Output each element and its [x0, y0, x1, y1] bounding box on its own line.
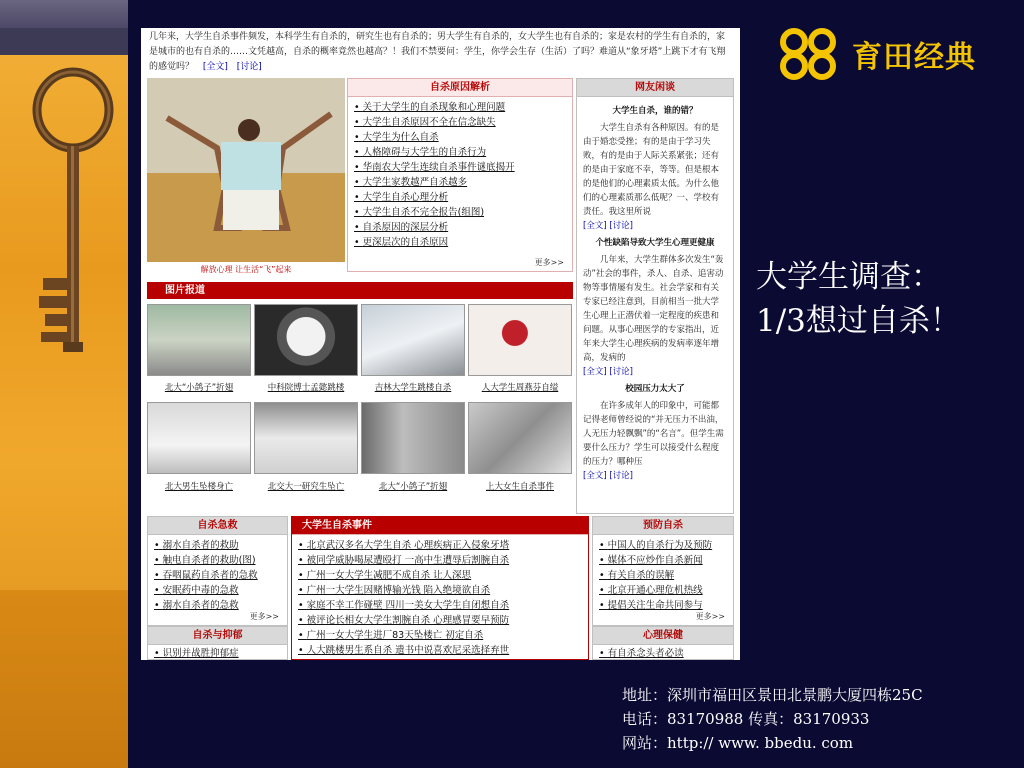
article-links	[583, 219, 727, 233]
contact-phone: 电话：83170988 传真：83170933	[622, 710, 870, 728]
rescue-item[interactable]: • 吞咽鼠药自杀者的急救	[154, 568, 281, 583]
rescue-list	[148, 535, 287, 616]
events-item[interactable]: • 广州一女大学生进厂83天坠楼亡 初定自杀	[298, 628, 582, 643]
fulltext-link[interactable]: [全文]	[583, 367, 607, 377]
photo-caption[interactable]: 吉林大学生跳楼自杀	[374, 383, 452, 393]
rescue-box	[147, 516, 288, 626]
reasons-more-link[interactable]: 更多>>	[534, 258, 564, 267]
photo-caption[interactable]: 上大女生自杀事件	[485, 482, 554, 492]
article-body: 大学生自杀有各种原因。有的是由于婚恋受挫；有的是由于学习失败，有的是由于人际关系紧张；还有的是由于家庭不幸，等等。但是根本的是他们的心理素质太低。为什么他们的心理素质那么低呢？一、学校有责任。我这里所说	[583, 123, 720, 217]
rescue-box-header: 自杀急救	[148, 517, 287, 535]
article-links	[583, 469, 727, 483]
discuss-link[interactable]: [讨论]	[609, 221, 633, 231]
reasons-item[interactable]: • 关于大学生的自杀现象和心理问题	[354, 100, 566, 115]
reasons-item[interactable]: • 更深层次的自杀原因	[354, 235, 566, 250]
article-links	[583, 365, 727, 379]
brand-logo-text: 育田经典	[852, 40, 976, 75]
news-photo-thumb[interactable]	[361, 402, 465, 474]
reasons-item[interactable]: • 大学生自杀原因不全在信念缺失	[354, 115, 566, 130]
left-band-top-highlight	[0, 0, 128, 28]
contact-info	[622, 683, 923, 755]
article-title: 校园压力太大了	[625, 384, 685, 394]
depression-box	[147, 626, 288, 660]
article-body: 在许多成年人的印象中，可能都记得老师曾经说的“并无压力不出油，人无压力轻飘飘”的“名言”。但学生需要什么压力？学生可以接受什么程度的压力？哪种压	[583, 401, 724, 467]
leaping-woman-photo	[147, 78, 345, 262]
prevention-item[interactable]: • 有关自杀的误解	[599, 568, 727, 583]
leaping-woman-figure-icon	[147, 78, 345, 262]
news-photo-thumb[interactable]	[147, 402, 251, 474]
mental-box-header: 心理保健	[593, 627, 733, 645]
rescue-item[interactable]: • 触电自杀者的救助(图)	[154, 553, 281, 568]
antique-key-icon	[15, 60, 125, 390]
news-photo-thumb[interactable]	[361, 304, 465, 376]
reasons-list	[348, 97, 572, 253]
reasons-item[interactable]: • 大学生家教越严自杀越多	[354, 175, 566, 190]
reasons-item[interactable]: • 华南农大学生连续自杀事件谜底揭开	[354, 160, 566, 175]
fulltext-link[interactable]: [全文]	[583, 221, 607, 231]
photo-caption-link[interactable]: 解放心理 让生活“飞”起来	[200, 265, 292, 274]
events-item[interactable]: • 被评论长相女大学生割腕自杀 心理感冒要早预防	[298, 613, 582, 628]
news-photo-thumb[interactable]	[468, 402, 572, 474]
rescue-item[interactable]: • 安眠药中毒的急救	[154, 583, 281, 598]
discuss-link[interactable]: [讨论]	[609, 367, 633, 377]
contact-website: 网站：http:// www. bbedu. com	[622, 734, 854, 752]
depression-list	[148, 645, 287, 660]
rescue-item[interactable]: • 溺水自杀者的急救	[154, 598, 281, 613]
article-title: 个性缺陷导致大学生心理更健康	[595, 238, 715, 248]
photo-caption[interactable]: 人大学生周燕芬自缢	[481, 383, 559, 393]
news-photo-thumb[interactable]	[254, 304, 358, 376]
prevention-item[interactable]: • 媒体不应炒作自杀新闻	[599, 553, 727, 568]
events-item[interactable]: • 人大跳楼男生系自杀 遗书中说喜欢尼采选择弃世	[298, 643, 582, 658]
prevention-list	[593, 535, 733, 616]
mental-box	[592, 626, 734, 660]
depression-item[interactable]: • 识别并战胜抑郁症	[154, 646, 281, 660]
news-photo-thumb[interactable]	[254, 402, 358, 474]
news-photo-thumb[interactable]	[468, 304, 572, 376]
events-item[interactable]: • 广州一大学生因赌博输光钱 陷入绝境欲自杀	[298, 583, 582, 598]
fulltext-link[interactable]: [全文]	[583, 471, 607, 481]
reasons-box	[347, 78, 573, 272]
photo-caption[interactable]: 北大“小鸽子”折翅	[378, 482, 448, 492]
events-item[interactable]: • 家庭不幸工作碰壁 四川一美女大学生自闭想自杀	[298, 598, 582, 613]
events-item[interactable]: • 北京武汉多名大学生自杀 心理疾病正入侵象牙塔	[298, 538, 582, 553]
prevention-box	[592, 516, 734, 626]
netizen-box	[576, 78, 734, 514]
prevention-more-link[interactable]: 更多>>	[695, 612, 725, 621]
news-photo-thumb[interactable]	[147, 304, 251, 376]
prevention-box-header: 预防自杀	[593, 517, 733, 535]
article-title: 大学生自杀，谁的错？	[612, 106, 698, 116]
discuss-link[interactable]: [讨论]	[609, 471, 633, 481]
slide-title-line1: 大学生调查：	[756, 259, 942, 295]
mental-item[interactable]: • 有自杀念头者必读	[599, 646, 727, 660]
events-list	[292, 535, 588, 660]
reasons-item[interactable]: • 自杀原因的深层分析	[354, 220, 566, 235]
intro-paragraph	[141, 28, 740, 74]
article-body: 几年来，大学生群体多次发生“轰动”社会的事件，杀人、自杀、追害动物等事情屡有发生。社会学家和有关专家已经注意到，目前相当一批大学生心理上正潜伏着一定程度的疾患和问题。从事心理医学的专家指出，近年来大学生心理疾病的发病率逐年增高，发病的	[583, 255, 724, 363]
contact-address: 地址：深圳市福田区景田北景鹏大厦四栋25C	[622, 686, 923, 704]
reasons-item[interactable]: • 大学生为什么自杀	[354, 130, 566, 145]
photo-caption[interactable]: 北大男生坠楼身亡	[164, 482, 233, 492]
webpage-screenshot	[141, 28, 740, 660]
events-box	[291, 516, 589, 660]
rescue-item[interactable]: • 溺水自杀者的救助	[154, 538, 281, 553]
events-box-header: 大学生自杀事件	[292, 517, 588, 535]
photo-report-header: 图片报道	[147, 282, 573, 299]
reasons-item[interactable]: • 人格障碍与大学生的自杀行为	[354, 145, 566, 160]
prevention-item[interactable]: • 北京开通心理危机热线	[599, 583, 727, 598]
slide-title	[756, 255, 1016, 343]
slide-title-line2: 1/3想过自杀！	[756, 303, 961, 339]
left-band-bottom	[0, 590, 128, 768]
mental-list	[593, 645, 733, 660]
netizen-articles	[577, 97, 733, 487]
netizen-box-header: 网友闲谈	[577, 79, 733, 97]
prevention-item[interactable]: • 提倡关注生命共同参与	[599, 598, 727, 613]
events-item[interactable]: • 被同学威胁喝尿遭殴打 一高中生遭辱后割腕自杀	[298, 553, 582, 568]
events-item[interactable]: • 广州一女大学生减肥不成自杀 让人深思	[298, 568, 582, 583]
photo-caption[interactable]: 北大“小鸽子”折翅	[164, 383, 234, 393]
intro-text: 几年来，大学生自杀事件频发，本科学生有自杀的，研究生也有自杀的；男大学生有自杀的，女大学生也有自杀的；家是农村的学生有自杀的，家是城市的也有自杀的……文凭越高，自杀的概率竟然也越高？！我们不禁要问：学生，你学会生存（生活）了吗？难道从“象牙塔”上跳下才有飞翔的感觉吗？	[149, 32, 726, 72]
intro-fulltext-link[interactable]: [全文]	[202, 62, 228, 72]
rescue-more-link[interactable]: 更多>>	[249, 612, 279, 621]
intro-discuss-link[interactable]: [讨论]	[236, 62, 262, 72]
photo-caption[interactable]: 中科院博士孟懿跳楼	[267, 383, 345, 393]
photo-caption[interactable]: 北交大一研究生坠亡	[267, 482, 345, 492]
reasons-box-header: 自杀原因解析	[348, 79, 572, 97]
depression-box-header: 自杀与抑郁	[148, 627, 287, 645]
reasons-item[interactable]: • 大学生自杀心理分析	[354, 190, 566, 205]
reasons-item[interactable]: • 大学生自杀不完全报告(组图)	[354, 205, 566, 220]
prevention-item[interactable]: • 中国人的自杀行为及预防	[599, 538, 727, 553]
